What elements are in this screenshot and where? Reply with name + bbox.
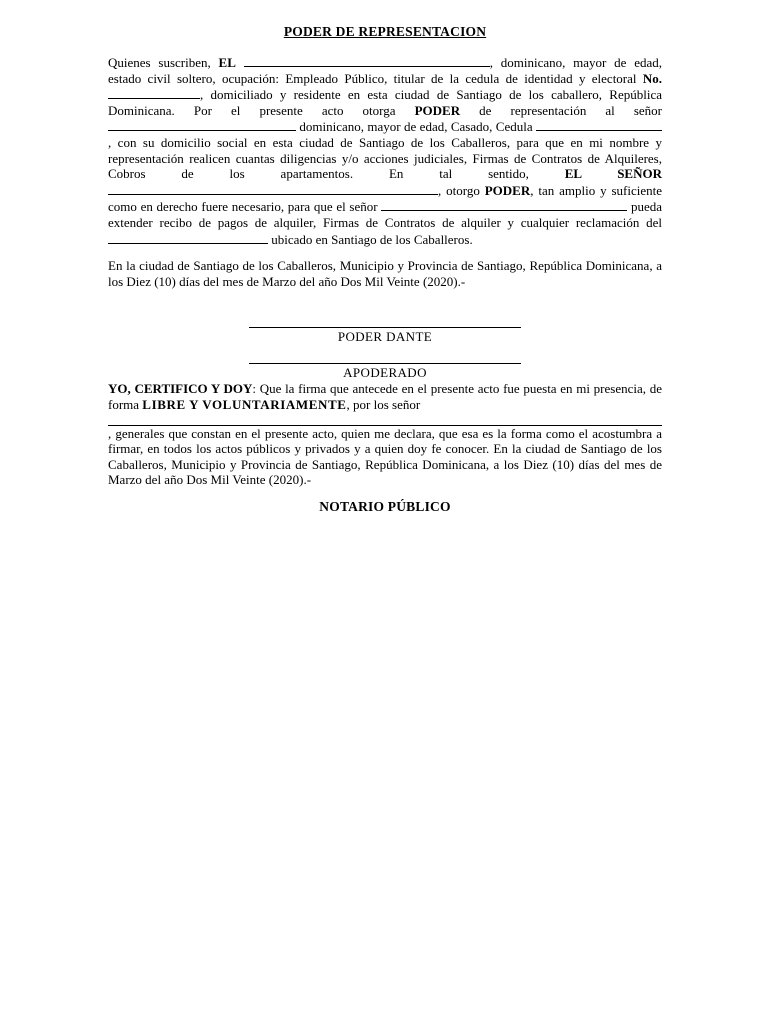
par1-seg3: , domiciliado y residente en esta ciudad de Santiago de los caballero, República Dominicana. Por el presente acto otorga: [108, 87, 662, 118]
par1-seg9: pueda extender recibo de pagos de alquiler, Firmas de Contratos de alquiler y cualquier reclamación del: [108, 199, 663, 230]
blank-field-senor-recibo: [381, 198, 627, 211]
par1-seg4: de representación al señor: [460, 102, 662, 118]
signature-section: [108, 327, 662, 381]
par1-seg6: , con su domicilio social en esta ciudad de Santiago de los Caballeros, para que en mi nombre y representación realicen cuantas diligencias y/o acciones judiciales, Firmas de Contratos de Alquileres, Cobros de los apartamentos. En tal sentido,: [108, 134, 662, 182]
signature-label-poderdante: PODER DANTE: [337, 329, 433, 345]
par1-seg1: Quienes suscriben,: [108, 55, 219, 70]
cert-bold-libre-voluntariamente: LIBRE Y VOLUNTARIAMENTE: [142, 396, 347, 412]
signature-line-poderdante: [249, 327, 521, 328]
blank-field-cedula2: [536, 118, 662, 131]
par1-seg10: ubicado en Santiago de los Caballeros.: [268, 231, 473, 247]
signature-label-apoderado: APODERADO: [343, 365, 427, 381]
paragraph-poder-body: [108, 54, 662, 247]
par1-bold-elsenor: EL SEÑOR: [564, 166, 662, 182]
par1-bold-el: EL: [218, 55, 236, 70]
cert-bold-yo-certifico: YO, CERTIFICO Y DOY: [108, 381, 253, 397]
blank-field-senor-certificacion: [108, 413, 662, 426]
blank-field-inmueble: [108, 231, 268, 244]
par1-seg8: , tan amplio y suficiente como en derecho fuere necesario, para que el señor: [108, 182, 662, 215]
blank-field-nombre-apoderado: [108, 118, 296, 131]
blank-field-cedula1: [108, 86, 200, 99]
par1-bold-poder2: PODER: [484, 182, 531, 198]
paragraph-lugar-fecha: En la ciudad de Santiago de los Caballeros, Municipio y Provincia de Santiago, República Dominicana, a los Diez (10) días del mes de Marzo del año Dos Mil Veinte (2020).-: [108, 258, 662, 289]
blank-field-nombre-poderdante: [244, 54, 490, 67]
par1-bold-poder1: PODER: [414, 102, 461, 118]
par1-seg7: , otorgo: [438, 182, 485, 198]
page-title: PODER DE REPRESENTACION: [283, 24, 487, 39]
par1-seg5: dominicano, mayor de edad, Casado, Cedula: [296, 119, 536, 135]
par1-bold-no: No.: [642, 70, 662, 86]
par1-seg2: , dominicano, mayor de edad, estado civil soltero, ocupación: Empleado Público, titular de la cedula de identidad y electoral: [108, 55, 663, 86]
cert-seg2: , por los señor: [346, 396, 421, 412]
signature-line-apoderado: [249, 363, 521, 364]
cert-seg1: : Que la firma que antecede en el presente acto fue puesta en mi presencia, de forma: [108, 381, 662, 412]
blank-field-senor-otorgante: [108, 182, 438, 195]
notary-label: NOTARIO PÚBLICO: [319, 498, 451, 514]
cert-seg3: , generales que constan en el presente acto, quien me declara, que esa es la forma como el acostumbra a firmar, en todos los actos públicos y privados y a quien doy fe conocer. En la ciudad de Santiago de los Caballeros, Municipio y Provincia de Santiago, República Dominicana, a los Diez (10) días del mes de Marzo del año Dos Mil Veinte (2020).-: [108, 425, 662, 488]
paragraph-certificacion: [108, 381, 662, 488]
